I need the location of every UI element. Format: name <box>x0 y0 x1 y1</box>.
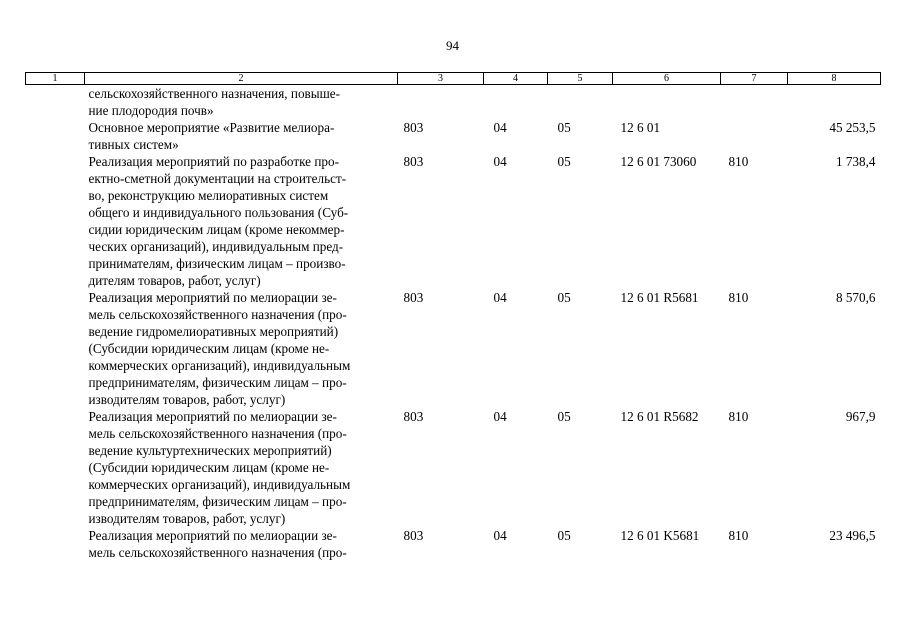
section-code-cell: 04 <box>493 154 507 169</box>
description-line: ектно-сметной документации на строительст- <box>88 171 347 186</box>
subsection-code-cell: 05 <box>557 409 571 424</box>
description-line: во, реконструкцию мелиоративных систем <box>88 188 329 203</box>
ministry-code-cell: 803 <box>403 154 424 169</box>
subsection-code-cell: 05 <box>557 120 571 135</box>
amount-cell: 967,9 <box>845 409 876 424</box>
target-article-cell: 12 6 01 <box>620 120 661 135</box>
description-line: Основное мероприятие «Развитие мелиора- <box>88 120 335 135</box>
header-col-7: 7 <box>721 73 788 85</box>
description-line: (Субсидии юридическим лицам (кроме не- <box>88 341 330 356</box>
header-row <box>26 73 881 85</box>
row-description <box>85 408 398 527</box>
description-line: Реализация мероприятий по мелиорации зе- <box>88 528 337 543</box>
amount-cell: 45 253,5 <box>829 120 876 135</box>
header-col-4: 4 <box>484 73 548 85</box>
amount-cell: 8 570,6 <box>835 290 876 305</box>
amount-cell: 23 496,5 <box>829 528 876 543</box>
description-line: общего и индивидуального пользования (Суб- <box>88 205 349 220</box>
section-code-cell: 04 <box>493 528 507 543</box>
subsection-code-cell: 05 <box>557 528 571 543</box>
row-description <box>85 289 398 408</box>
row-number-cell <box>26 153 85 289</box>
description-line: мель сельскохозяйственного назначения (про- <box>88 426 347 441</box>
target-article-cell: 12 6 01 73060 <box>620 154 697 169</box>
header-col-6: 6 <box>613 73 721 85</box>
description-line: коммерческих организаций), индивидуальным <box>88 358 351 373</box>
row-number-cell <box>26 85 85 120</box>
table-body <box>26 85 881 562</box>
ministry-code-cell: 803 <box>403 120 424 135</box>
description-line: Реализация мероприятий по разработке про- <box>88 154 339 169</box>
ministry-code-cell: 803 <box>403 528 424 543</box>
expense-type-cell: 810 <box>728 154 749 169</box>
description-line: сельскохозяйственного назначения, повыше- <box>88 86 341 101</box>
header-col-2: 2 <box>85 73 398 85</box>
expense-type-cell <box>721 85 788 120</box>
subsection-code-cell: 05 <box>557 290 571 305</box>
section-code-cell: 04 <box>493 290 507 305</box>
description-line: тивных систем» <box>88 137 179 152</box>
row-description <box>85 119 398 153</box>
description-line: (Субсидии юридическим лицам (кроме не- <box>88 460 330 475</box>
table-row <box>26 153 881 289</box>
section-code-cell: 04 <box>493 409 507 424</box>
expense-type-cell: 810 <box>728 290 749 305</box>
ministry-code-cell: 803 <box>403 290 424 305</box>
budget-table <box>25 72 881 561</box>
table-row <box>26 289 881 408</box>
header-col-3: 3 <box>398 73 484 85</box>
description-line: предпринимателям, физическим лицам – про- <box>88 375 347 390</box>
description-line: ведение гидромелиоративных мероприятий) <box>88 324 339 339</box>
target-article-cell: 12 6 01 R5682 <box>620 409 699 424</box>
table-row <box>26 119 881 153</box>
amount-cell <box>788 85 881 120</box>
table-header <box>26 73 881 85</box>
target-article-cell <box>613 85 721 120</box>
description-line: ческих организаций), индивидуальным пред- <box>88 239 344 254</box>
page-number: 94 <box>446 38 459 53</box>
description-line: мель сельскохозяйственного назначения (про- <box>88 545 347 560</box>
table-row <box>26 527 881 561</box>
row-description <box>85 85 398 120</box>
table-row <box>26 408 881 527</box>
row-description <box>85 153 398 289</box>
section-code-cell <box>484 85 548 120</box>
subsection-code-cell: 05 <box>557 154 571 169</box>
subsection-code-cell <box>548 85 613 120</box>
expense-type-cell: 810 <box>728 409 749 424</box>
amount-cell: 1 738,4 <box>835 154 876 169</box>
description-line: изводителям товаров, работ, услуг) <box>88 511 286 526</box>
description-line: сидии юридическим лицам (кроме некоммер- <box>88 222 345 237</box>
row-number-cell <box>26 119 85 153</box>
section-code-cell: 04 <box>493 120 507 135</box>
expense-type-cell <box>721 119 788 153</box>
description-line: ведение культуртехнических мероприятий) <box>88 443 332 458</box>
target-article-cell: 12 6 01 R5681 <box>620 290 699 305</box>
description-line: предпринимателям, физическим лицам – про- <box>88 494 347 509</box>
row-description <box>85 527 398 561</box>
row-number-cell <box>26 408 85 527</box>
table-row <box>26 85 881 120</box>
header-col-5: 5 <box>548 73 613 85</box>
description-line: ние плодородия почв» <box>88 103 214 118</box>
header-col-8: 8 <box>788 73 881 85</box>
description-line: коммерческих организаций), индивидуальным <box>88 477 351 492</box>
header-col-1: 1 <box>26 73 85 85</box>
expense-type-cell: 810 <box>728 528 749 543</box>
ministry-code-cell: 803 <box>403 409 424 424</box>
target-article-cell: 12 6 01 K5681 <box>620 528 700 543</box>
row-number-cell <box>26 289 85 408</box>
row-number-cell <box>26 527 85 561</box>
ministry-code-cell <box>398 85 484 120</box>
description-line: принимателям, физическим лицам – произво- <box>88 256 346 271</box>
description-line: мель сельскохозяйственного назначения (про- <box>88 307 347 322</box>
description-line: дителям товаров, работ, услуг) <box>88 273 261 288</box>
description-line: изводителям товаров, работ, услуг) <box>88 392 286 407</box>
description-line: Реализация мероприятий по мелиорации зе- <box>88 409 337 424</box>
description-line: Реализация мероприятий по мелиорации зе- <box>88 290 337 305</box>
